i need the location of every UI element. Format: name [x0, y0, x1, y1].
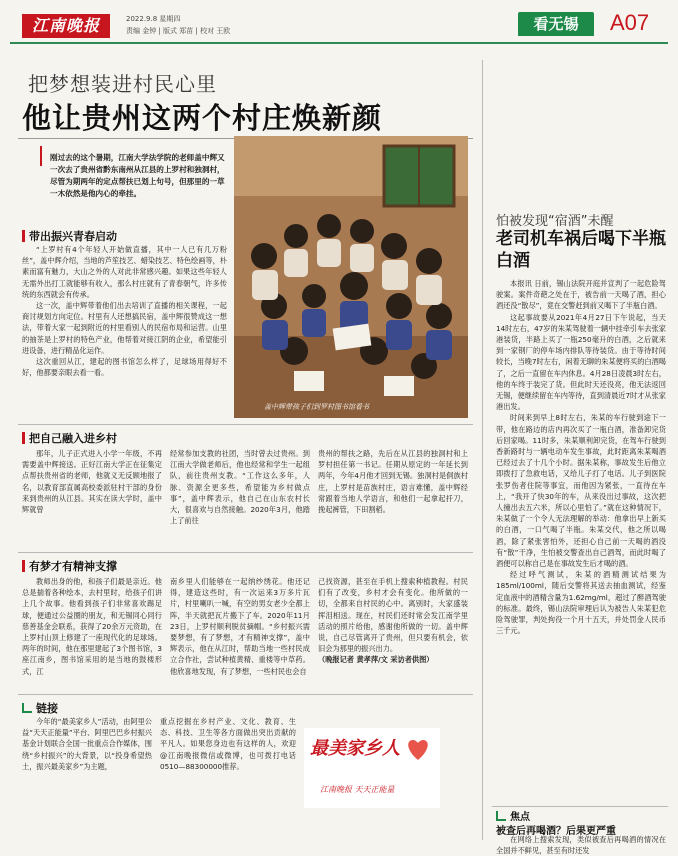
section-3-col-3-wrap [318, 576, 468, 666]
right-kicker: 怕被发现“宿酒”未醒 [496, 214, 614, 229]
link-col-2: 重点挖掘在乡村产业、文化、教育、生态、科技、卫生等各方面做出突出贡献的平凡人。如果您身边也有这样的人，欢迎@江南晚报微信或微博，也可拨打电话0510—88300000推荐。 [160, 717, 296, 771]
lead-marker [40, 146, 50, 166]
main-headline: 他让贵州这两个村庄焕新颜 [22, 101, 383, 135]
section-3-col-3: 己找资源，甚至在手机上搜索种植教程。村民们有了改变，乡村才会有变化。他所做的一切，全都来自村民的心中。离别时，大家盛装挥泪相送。现在，村民们还时常会发江南学里活动的照片给他，感谢他所做的一切。盖中辉说，自己尽管离开了贵州，但只要有机会，依旧会为那里的振兴出力。 [318, 577, 468, 654]
link-title: 链接 [36, 702, 58, 715]
corner-bracket-icon [22, 703, 32, 713]
header-divider [10, 42, 668, 44]
classroom-illustration [234, 136, 468, 418]
section-1-para-3: 这次重回从江，建起的图书馆怎么样了，足球场用得好不好，他都要亲眼去看一看。 [22, 357, 227, 378]
right-para-2: 这起事故要从2021年4月27日下午说起，当天14时左右，47岁的朱某驾驶着一辆中挂牵引车去张家港装货，半路上买了一瓶250毫升的白酒，之后就来到一家钢厂的停车场内排队等待装货。由于等待时间较长，当晚7时左右，闲着无聊的朱某便将买的白酒喝了，之后一直留在车内休息。4月28日凌晨3时左右，他的车终于装完了货。但此时天还没亮，他无法返回无锡，便继续留在车内等待，直到清晨近7时才从张家港出发。 [496, 312, 666, 412]
photo-caption: 盖中辉带孩子们到罗村图书馆看书 [264, 403, 369, 411]
section-2-col-3: 贵州的帮扶之路，先后在从江县的独洞村和上罗村担任第一书记。任期从原定的一年延长到两年，今年4月他才回到无锡。独洞村是侗族村庄，上罗村是苗族村庄，语言难懂，盖中辉经常跟着当地人学语言，和他们一起拿起扦刀，挽起裤管，下田割稻。 [318, 449, 468, 515]
section-bar-icon [22, 230, 25, 242]
section-divider-3 [18, 694, 473, 695]
issue-date: 2022.9.8 星期四 [126, 15, 181, 23]
section-divider-1 [18, 424, 473, 425]
focus-title: 焦点 [510, 812, 530, 823]
right-para-1: 本报讯 日前，锡山法院开庭并宣判了一起危险驾驶案。案件奇葩之处在于，被告前一天喝了酒，担心酒还没“散尽”，竟在交警赶到前又喝下了半瓶白酒。 [496, 279, 666, 311]
section-title-1: 带出振兴青春启动 [29, 230, 117, 243]
lead-paragraph: 刚过去的这个暑期，江南大学法学院的老师盖中辉又一次去了贵州省黔东南州从江县的上罗村和独洞村，尽管为期两年的定点帮扶已划上句号，但那里的一草一木依然是他内心的牵挂。 [50, 153, 225, 198]
link-col-1: 今年的“最美家乡人”活动，由阿里公益“天天正能量”平台、阿里巴巴乡村振兴基金计划联合全国一批重点合作媒体，围绕“乡村振兴”的大背景，以“投身希望热土，振兴最美家乡”为主题， [22, 717, 152, 771]
focus-headline: 被查后再喝酒？后果更严重 [496, 826, 616, 837]
section-2-col-2: 经常参加支教的社团，当时曾去过贵州。到江南大学做老师后，他也经常和学生一起组队，前往贵州支教。“工作这么多年，人脉、资源全更多些，希望能为乡村做点事”，盖中辉表示，他自己在山东农村长大，很喜欢与自然接触。2020年3月，他踏上了前往 [170, 449, 310, 526]
section-divider-2 [18, 552, 473, 553]
link-heading [22, 700, 58, 716]
section-title-2: 把自己融入进乡村 [29, 432, 117, 445]
section-heading-3 [22, 558, 117, 574]
section-3-col-2: 南乡里人们能够在一起纳纱绣花。他还记得，建造这些时，有一次运来3万多片瓦片，村里喇叭一喊，有空的男女老少全都上阵，半天就把瓦片搬下了车。2020年11月23日，上罗村顺利脱贫摘帽。“乡村振兴需要梦想，有了梦想，才有精神支撑”，盖中辉表示，他在从江时，帮助当地一些村民成立合作社，尝试种植黄精、重楼等中草药。他欣喜地发现，有了梦想，一些村民也会自 [170, 577, 310, 676]
section-3-col-1: 教师出身的他，和孩子们最是亲近。他总是揣着各种绘本，去村里时，给孩子们讲上几个故事。他看到孩子们非常喜欢踢足球，便通过公益圈的朋友，和无锡同心同行慈善基金会联系，获得了20余万元资助，在上罗村山顶上修建了一座现代化的足球场。两年的时间，他在那里建起了3个图书馆，3座江南乡，图书馆采用的是当地的鼓楼形式，江 [22, 577, 162, 676]
campaign-logo-sub: 江南晚报 天天正能量 [320, 785, 395, 794]
section-heading-1 [22, 228, 117, 244]
section-bar-icon [22, 560, 25, 572]
focus-body: 在网络上搜索发现，类似被查后再喝酒的情况在全国并不鲜见，甚至有时还发 [496, 835, 666, 856]
section-1-para-2: 这一次，盖中辉带着他们出去培训了直播的相关课程，一起商讨规划方向定位。村里有人还想搞民宿，盖中辉很赞成这一想法，带着大家一起到附近的村里看别人的民宿布局和运营。山里的抽茶是上罗村的特色产业，他帮着对接江阴的企业，希望能引进设备，进行精品化运作。 [22, 301, 227, 355]
heart-icon [404, 734, 432, 764]
section-1-para-1: “上罗村有4个年轻人开始做直播，其中一人已有几万粉丝”，盖中辉介绍，当地的芦笙技艺、蜡染技艺、特色绘画等，朴素而富有魅力，大山之外的人对此非常感兴趣。如果这些年轻人无需外出打工就能够有收入，那么村庄就有了青春朝气，许多传统的东西就会有传承。 [22, 245, 227, 299]
right-para-4: 经过呼气测试，朱某的酒精测试结果为185ml/100ml，随后交警将其送去抽血测试，经鉴定血液中的酒精含量为1.62mg/ml，超过了醉酒驾驶的标准。最终，锡山法院审理后认为被告人朱某犯危险驾驶罪，判处拘役一个月十五天，并处罚金人民币三千元。 [496, 570, 666, 636]
campaign-logo [304, 728, 440, 808]
article-photo [234, 136, 468, 418]
right-headline: 老司机车祸后喝下半瓶白酒 [496, 229, 666, 271]
page-number: A07 [610, 10, 650, 35]
right-body [496, 278, 666, 637]
editors-line: 责编 金钟 | 版式 郑苗 | 校对 王欧 [126, 27, 231, 35]
campaign-logo-title: 最美家乡人 [310, 738, 400, 759]
newspaper-logo: 江南晚报 [22, 14, 110, 38]
section-1-body [22, 244, 227, 378]
focus-heading [496, 808, 530, 823]
section-tab: 看无锡 [518, 12, 594, 36]
focus-divider [492, 806, 668, 807]
corner-bracket-icon [496, 811, 506, 821]
section-heading-2 [22, 430, 117, 446]
right-para-3: 时间来到早上8时左右，朱某的车行驶到途下一带，他在路边的店内再次买了一瓶白酒，准备卸完货后回家喝。11时多，朱某顺利卸完货，在驾车行驶到香新路时与一辆电动车发生事故，此时距离朱某喝酒已经过去了十几个小时。据朱某称，事故发生后他立即拨打了急救电话，又给儿子打了电话。儿子到医院张罗伤者住院等事宜，而他因为紧张，一直待在车上，“我开了快30年的车，从来没出过事故，这次把人撞出去五六米，所以心里怕了。”就在这种情况下，朱某做了一个令人无法理解的举动：他拿出早上新买的白酒，一口气喝了半瓶。朱某交代，他之所以喝酒，除了紧张害怕外，还担心自己前一天喝的酒没有“散”干净，生怕被交警查出自己酒驾，而此时喝了酒便可以称自己是在事故发生后才喝的酒。 [496, 413, 666, 569]
section-title-3: 有梦才有精神支撑 [29, 560, 117, 573]
byline: （晚报记者 黄孝萍/文 采访者供图） [318, 655, 434, 665]
main-kicker: 把梦想装进村民心里 [28, 72, 217, 96]
section-2-col-1: 那年，儿子正式进入小学一年级，不再需要盖中辉接送。正好江南大学正在征集定点帮扶贵州省的老师，他就义无反顾地报了名，以教育部直属高校委派驻村干部的身份来到贵州的从江县。其实在读大学时，盖中辉就曾 [22, 449, 162, 515]
column-divider [482, 60, 483, 840]
section-bar-icon [22, 432, 25, 444]
